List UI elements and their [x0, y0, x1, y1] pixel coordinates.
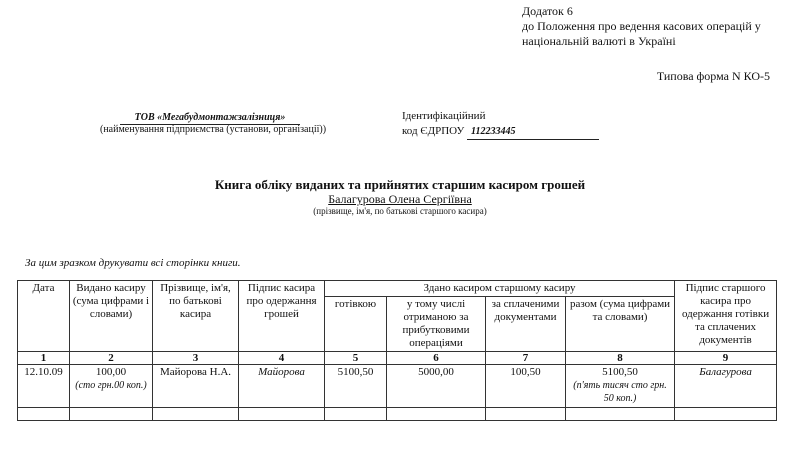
col-number: 9 [675, 352, 777, 365]
empty-cell [566, 408, 675, 421]
row-signature: Майорова [239, 365, 325, 408]
header-issued: Видано касиру (сума цифрами і словами) [70, 281, 153, 352]
print-note: За цим зразком друкувати всі сторінки книги. [25, 257, 241, 269]
header-signature-received: Підпис касира про одержання грошей [239, 281, 325, 352]
table-row-empty [18, 408, 777, 421]
header-handed-group: Здано касиром старшому касиру [325, 281, 675, 297]
empty-cell [18, 408, 70, 421]
edrpou-code: 112233445 [467, 124, 599, 140]
col-number: 4 [239, 352, 325, 365]
row-issued [70, 365, 153, 408]
senior-cashier-line [0, 192, 800, 207]
edrpou-row [402, 124, 599, 140]
identification-label: Ідентифікаційний [402, 110, 486, 122]
header-amount-words: разом (сума цифрами та словами) [566, 297, 675, 352]
table-row [18, 365, 777, 408]
senior-cashier-name: Балагурова Олена Сергіївна [328, 192, 472, 206]
col-number: 6 [387, 352, 486, 365]
header-paid-docs: за сплаченими документами [486, 297, 566, 352]
row-cashier: Майорова Н.А. [153, 365, 239, 408]
row-total-amount: 5100,50 [602, 366, 638, 378]
organization-name: ТОВ «Мегабудмонтажзалізниця» [120, 112, 300, 125]
form-type: Типова форма N КО-5 [656, 69, 770, 83]
col-number: 3 [153, 352, 239, 365]
row-senior-signature: Балагурова [675, 365, 777, 408]
empty-cell [153, 408, 239, 421]
senior-cashier-caption: (прізвище, ім'я, по батькові старшого касира) [313, 206, 487, 216]
annex-line-1: Додаток 6 [522, 4, 573, 18]
header-cash: готівкою [325, 297, 387, 352]
annex-line-2: до Положення про ведення касових операцій у [522, 19, 761, 33]
organization-caption: (найменування підприємства (установи, організації)) [100, 124, 327, 135]
annex-reference [522, 4, 761, 49]
col-number: 7 [486, 352, 566, 365]
row-date: 12.10.09 [18, 365, 70, 408]
row-paid-docs: 100,50 [486, 365, 566, 408]
col-number: 5 [325, 352, 387, 365]
column-number-row [18, 352, 777, 365]
row-cash: 5100,50 [325, 365, 387, 408]
col-number: 8 [566, 352, 675, 365]
empty-cell [325, 408, 387, 421]
row-including: 5000,00 [387, 365, 486, 408]
header-senior-signature: Підпис старшого касира про одержання готівки та сплачених документів [675, 281, 777, 352]
edrpou-label: код ЄДРПОУ [402, 125, 465, 137]
ledger-table [17, 280, 777, 421]
row-issued-amount: 100,00 [95, 366, 127, 378]
book-title: Книга обліку виданих та прийнятих старшим касиром грошей [214, 177, 586, 192]
header-including: у тому числі отриманою за прибутковими операціями [387, 297, 486, 352]
header-date: Дата [18, 281, 70, 352]
empty-cell [239, 408, 325, 421]
empty-cell [675, 408, 777, 421]
col-number: 1 [18, 352, 70, 365]
col-number: 2 [70, 352, 153, 365]
row-issued-words: (сто грн.00 коп.) [75, 380, 147, 391]
header-cashier-name: Прізвище, ім'я, по батькові касира [153, 281, 239, 352]
identification-block [402, 109, 599, 140]
header-row [18, 281, 777, 297]
empty-cell [70, 408, 153, 421]
empty-cell [387, 408, 486, 421]
row-total-words: (п'ять тисяч сто грн. 50 коп.) [573, 380, 667, 404]
row-total [566, 365, 675, 408]
annex-line-3: національній валюті в Україні [522, 34, 676, 48]
empty-cell [486, 408, 566, 421]
